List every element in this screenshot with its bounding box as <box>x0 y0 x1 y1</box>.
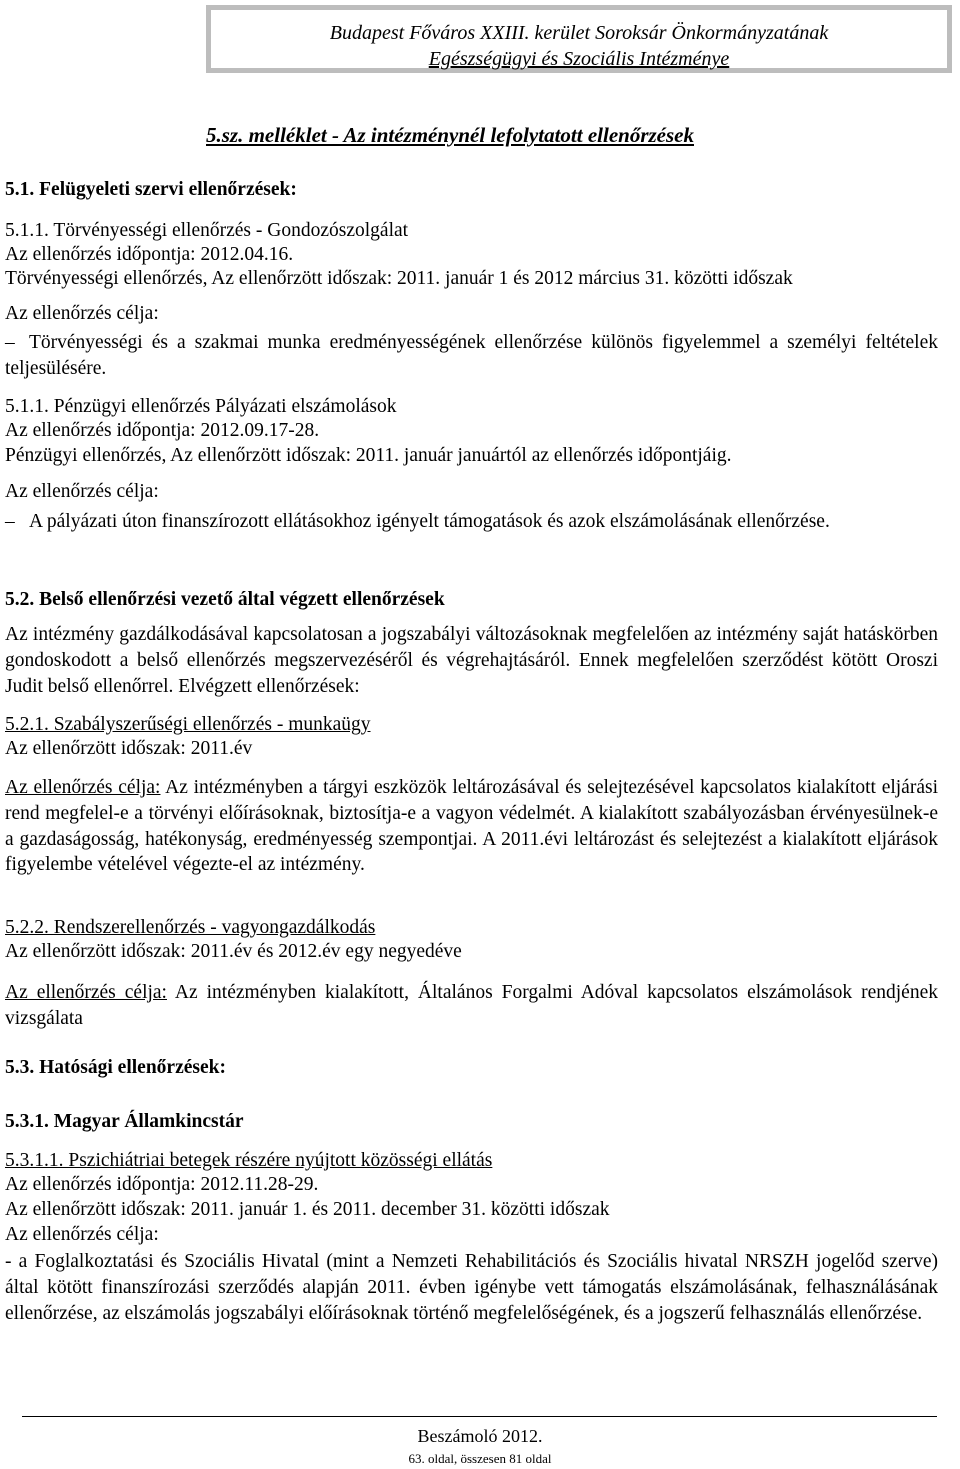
annex-title: 5.sz. melléklet - Az intézménynél lefolytatott ellenőrzések <box>206 123 694 147</box>
section-5-1-1b-title: 5.1.1. Pénzügyi ellenőrzés Pályázati elszámolások <box>5 396 397 417</box>
section-5-3-1-1-title: 5.3.1.1. Pszichiátriai betegek részére nyújtott közösségi ellátás <box>5 1150 493 1171</box>
section-5-2-heading: 5.2. Belső ellenőrzési vezető által végzett ellenőrzések <box>5 589 445 610</box>
footer-page-number: 63. oldal, összesen 81 oldal <box>408 1451 552 1466</box>
section-5-1-1-period: Törvényességi ellenőrzés, Az ellenőrzött időszak: 2011. január 1 és 2012 március 31. közötti időszak <box>5 268 793 289</box>
section-5-1-1b-goal-text: – A pályázati úton finanszírozott ellátásokhoz igényelt támogatások és azok elszámolásának ellenőrzése. <box>5 509 938 535</box>
section-5-2-1-goal: Az ellenőrzés célja: Az intézményben a tárgyi eszközök leltározásával és selejtezésével kapcsolatos kialakított eljárási rend megfelel-e a törvényi előírásoknak, biztosítja-e a vagyon védelmét. A kialakított szabályozásban érvényesülnek-e a gazdaságosság, hatékonyság, eredményesség szempontjai. A 2011.évi leltározást és selejtezést a kialakított eljárások figyelembe vételével végezte-el az intézmény. <box>5 777 938 876</box>
footer-report-title: Beszámoló 2012. <box>417 1426 543 1446</box>
section-5-3-heading: 5.3. Hatósági ellenőrzések: <box>5 1057 226 1078</box>
section-5-3-1-heading: 5.3.1. Magyar Államkincstár <box>5 1111 244 1132</box>
section-5-1-1-goal-label: Az ellenőrzés célja: <box>5 303 159 324</box>
section-5-1-1b-goal-label: Az ellenőrzés célja: <box>5 481 159 502</box>
header-line-1: Budapest Főváros XXIII. kerület Soroksár Önkormányzatának <box>329 22 829 44</box>
section-5-2-1-period: Az ellenőrzött időszak: 2011.év <box>5 738 253 759</box>
header-line-2: Egészségügyi és Szociális Intézménye <box>428 48 730 70</box>
goal-label: Az ellenőrzés célja: <box>5 777 161 798</box>
section-5-2-2-period: Az ellenőrzött időszak: 2011.év és 2012.év egy negyedéve <box>5 941 462 962</box>
goal-label: Az ellenőrzés célja: <box>5 982 167 1003</box>
footer-divider <box>22 1416 937 1417</box>
section-5-1-1b-date: Az ellenőrzés időpontja: 2012.09.17-28. <box>5 420 320 441</box>
section-5-3-1-1-goal-label: Az ellenőrzés célja: <box>5 1224 159 1245</box>
section-5-1-heading: 5.1. Felügyeleti szervi ellenőrzések: <box>5 179 297 200</box>
dash-bullet: – <box>5 511 15 532</box>
section-5-1-1-title: 5.1.1. Törvényességi ellenőrzés - Gondozószolgálat <box>5 220 409 241</box>
section-5-3-1-1-period: Az ellenőrzött időszak: 2011. január 1. és 2011. december 31. közötti időszak <box>5 1199 610 1220</box>
section-5-3-1-1-date: Az ellenőrzés időpontja: 2012.11.28-29. <box>5 1174 319 1195</box>
section-5-1-1-goal-text: – Törvényességi és a szakmai munka eredményességének ellenőrzése különös figyelemmel a személyi feltételek teljesülésére. <box>5 332 938 379</box>
section-5-3-1-1-goal-text: - a Foglalkoztatási és Szociális Hivatal (mint a Nemzeti Rehabilitációs és Szociális hivatal NRSZH jogelőd szerve) által kötött finanszírozási szerződés alapján 2011. évben igénybe vett támogatás elszámolásának, felhasználásának ellenőrzése, az elszámolás jogszabályi előírásoknak történő megfelelőségének, és a jogszerű felhasználás ellenőrzése. <box>5 1251 938 1324</box>
dash-bullet: – <box>5 332 15 353</box>
section-5-2-intro: Az intézmény gazdálkodásával kapcsolatosan a jogszabályi változásoknak megfelelően az intézmény saját hatáskörben gondoskodott a belső ellenőrzés megszervezéséről és végrehajtásáról. Ennek megfelelően szerződést kötött Oroszi Judit belső ellenőrrel. Elvégzett ellenőrzések: <box>5 624 938 697</box>
section-5-1-1b-period: Pénzügyi ellenőrzés, Az ellenőrzött időszak: 2011. január januártól az ellenőrzés időpontjáig. <box>5 445 732 466</box>
page-header <box>206 5 952 73</box>
section-5-2-2-goal: Az ellenőrzés célja: Az intézményben kialakított, Általános Forgalmi Adóval kapcsolatos elszámolások rendjének vizsgálata <box>5 982 938 1029</box>
section-5-2-2-title: 5.2.2. Rendszerellenőrzés - vagyongazdálkodás <box>5 917 376 938</box>
section-5-1-1-date: Az ellenőrzés időpontja: 2012.04.16. <box>5 244 294 265</box>
section-5-2-1-title: 5.2.1. Szabályszerűségi ellenőrzés - munkaügy <box>5 714 371 735</box>
